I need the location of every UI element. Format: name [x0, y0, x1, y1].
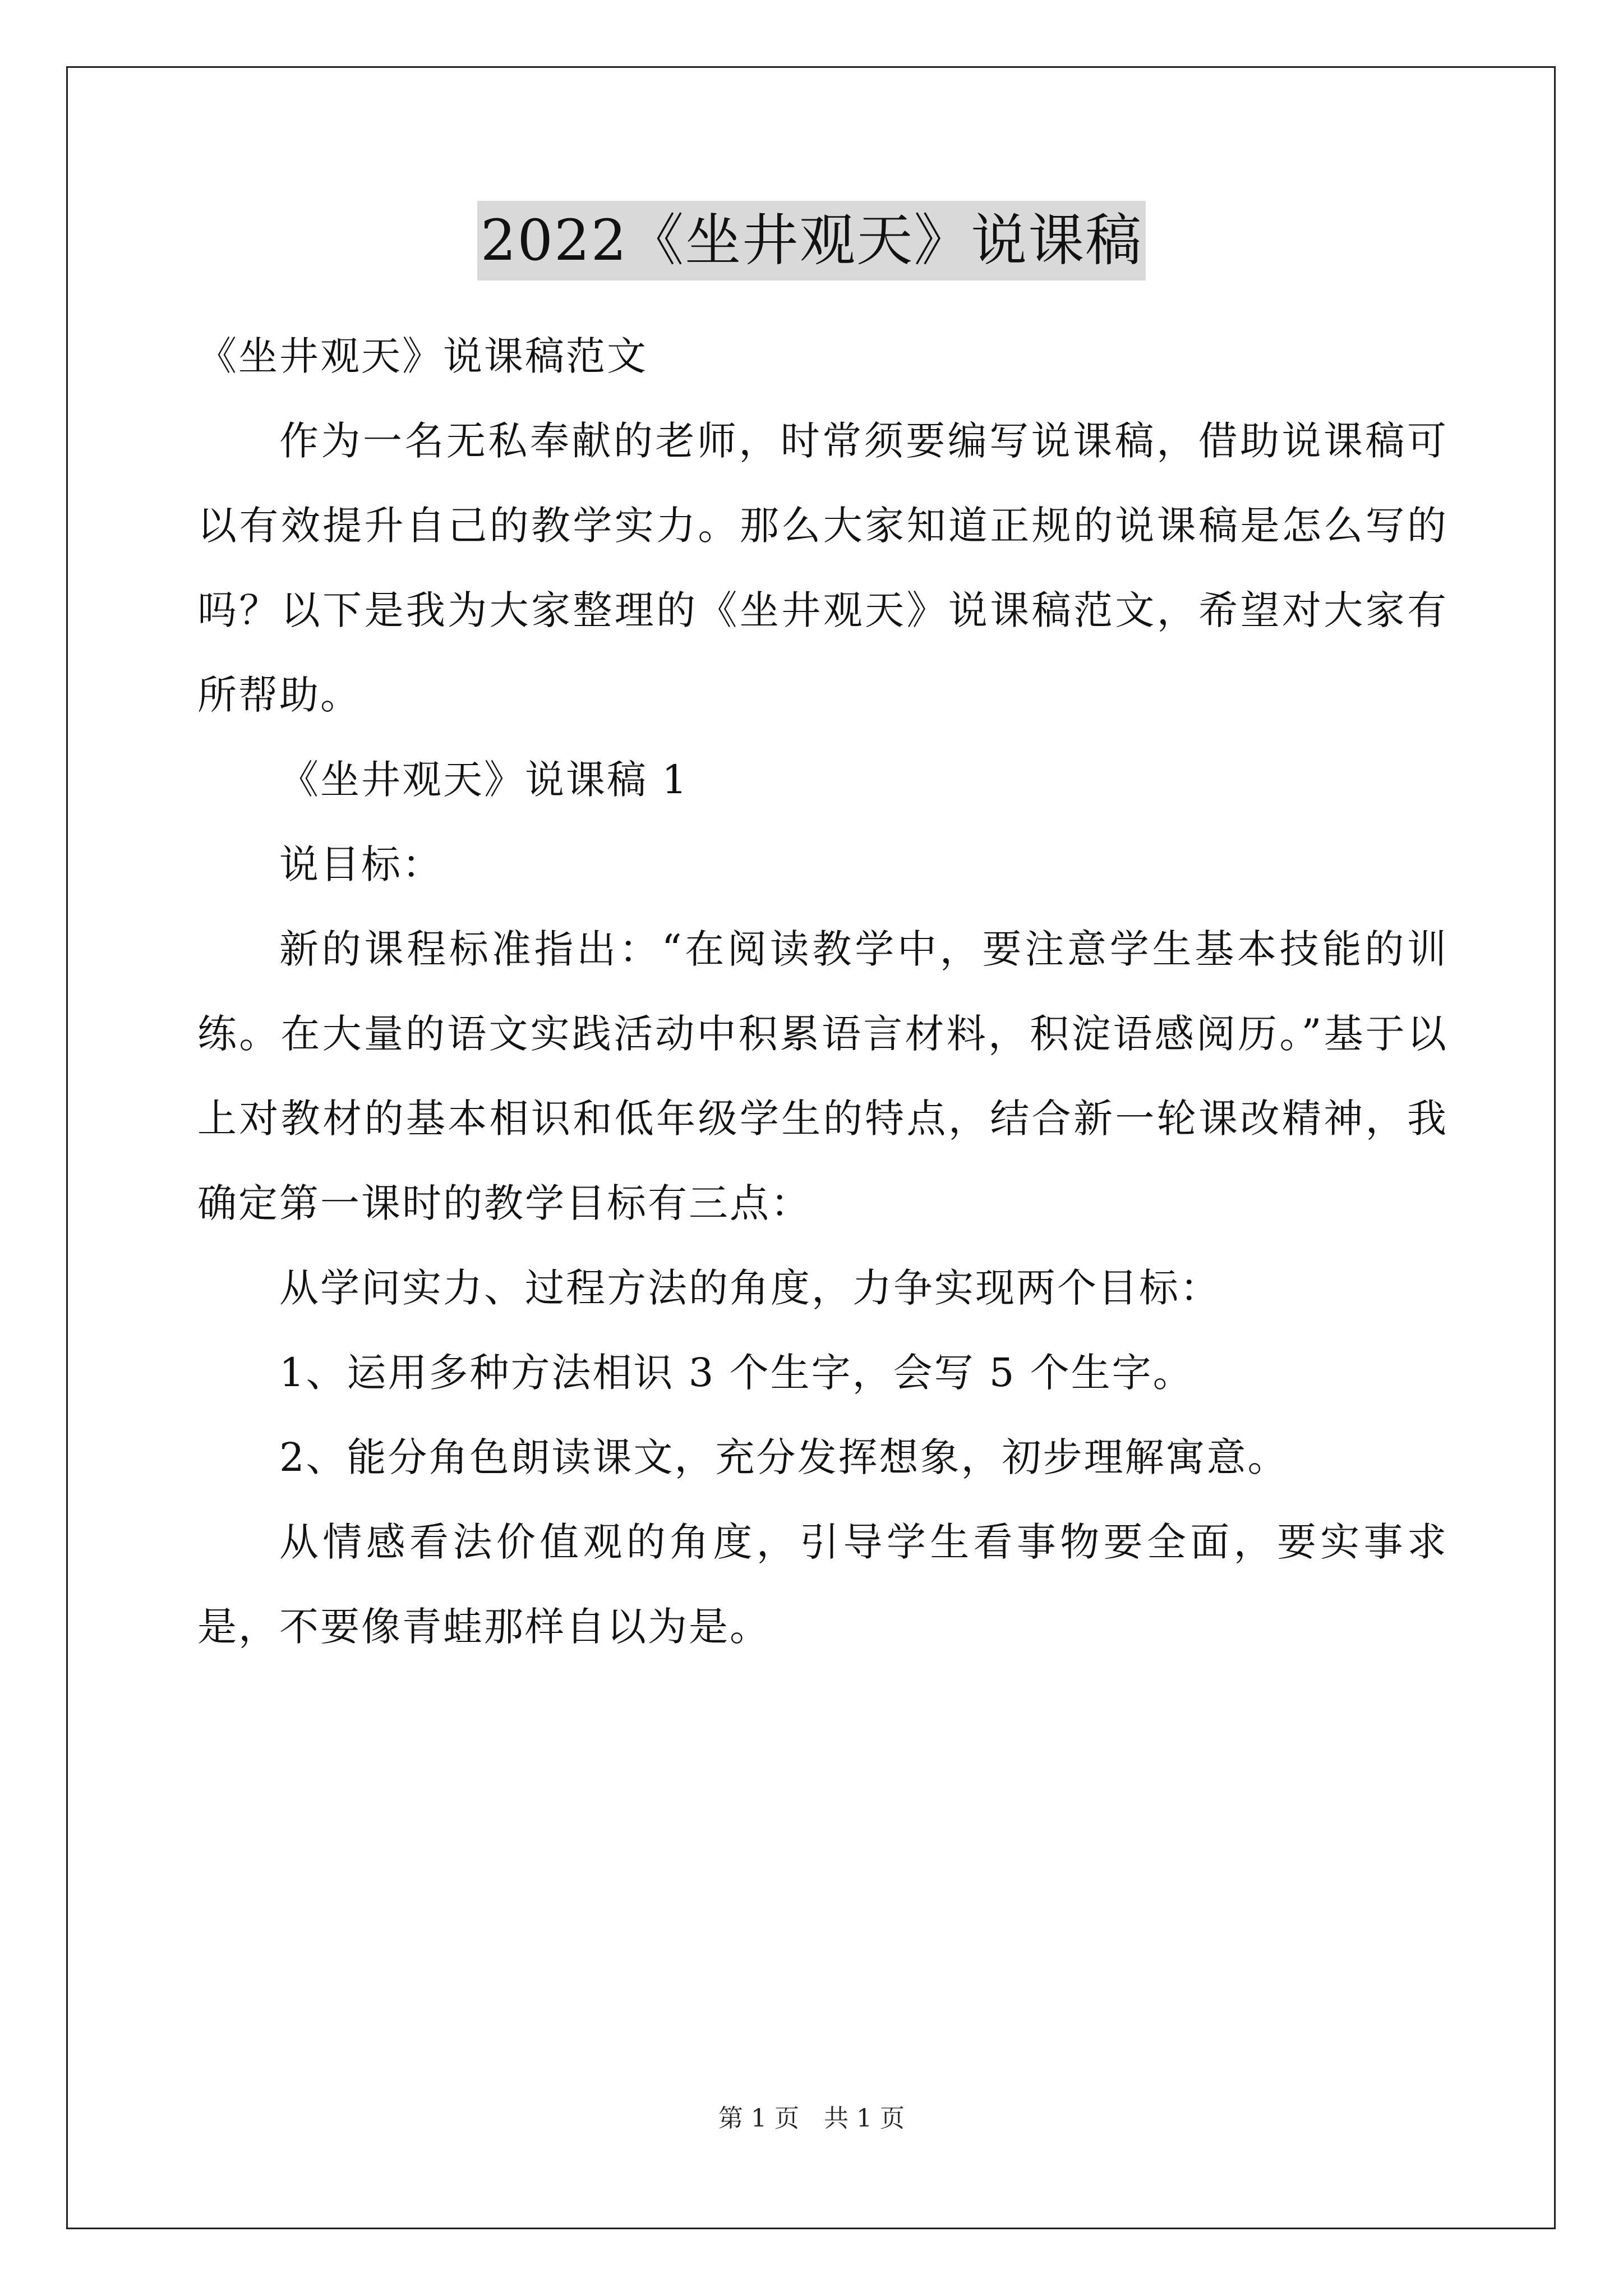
paragraph-standard: 新的课程标准指出：“在阅读教学中，要注意学生基本技能的训练。在大量的语文实践活动中积累语言材料，积淀语感阅历。”基于以上对教材的基本相识和低年级学生的特点，结合新一轮课改精神，我确定第一课时的教学目标有三点：	[197, 926, 1448, 1226]
page-number: 第 1 页	[718, 2104, 799, 2133]
paragraph-goal-2: 2、能分角色朗读课文，充分发挥想象，初步理解寓意。	[279, 1434, 1289, 1480]
page-footer	[0, 2098, 1623, 2134]
paragraph-goal-1: 1、运用多种方法相识 3 个生字，会写 5 个生字。	[279, 1350, 1194, 1396]
paragraph-emotion-goal: 从情感看法价值观的角度，引导学生看事物要全面，要实事求是，不要像青蛙那样自以为是。	[197, 1519, 1448, 1650]
paragraph-subtitle: 《坐井观天》说课稿范文	[197, 333, 648, 379]
document-body	[197, 314, 1448, 1669]
page-total: 共 1 页	[824, 2104, 905, 2133]
paragraph-intro: 作为一名无私奉献的老师，时常须要编写说课稿，借助说课稿可以有效提升自己的教学实力。那么大家知道正规的说课稿是怎么写的吗？以下是我为大家整理的《坐井观天》说课稿范文，希望对大家有所帮助。	[197, 418, 1448, 718]
title-area	[0, 201, 1623, 280]
paragraph-knowledge-goals: 从学问实力、过程方法的角度，力争实现两个目标：	[279, 1265, 1221, 1311]
paragraph-section-heading: 《坐井观天》说课稿 1	[279, 757, 689, 803]
paragraph-goals-label: 说目标：	[279, 841, 443, 887]
document-title: 2022《坐井观天》说课稿	[477, 201, 1146, 280]
